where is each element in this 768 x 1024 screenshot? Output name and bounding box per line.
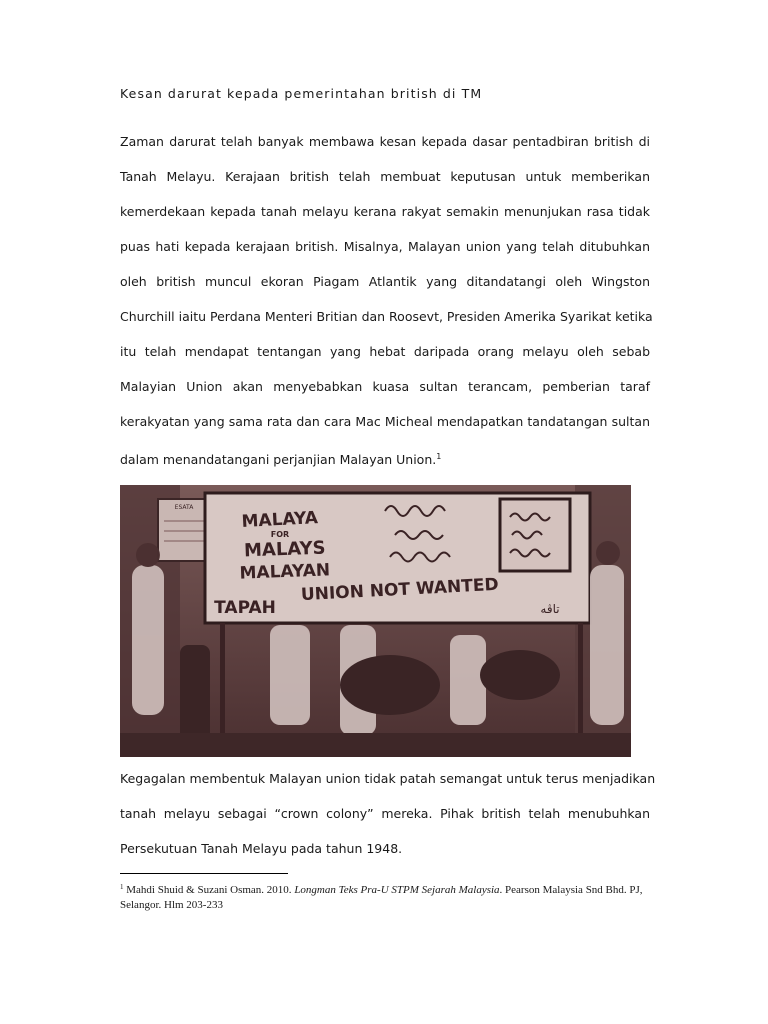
sign-small-label: ESATA (174, 504, 194, 511)
section-heading: Kesan darurat kepada pemerintahan british di TM (120, 86, 483, 101)
footnote-reference: 1 (436, 452, 442, 461)
paragraph-line: Kegagalan membentuk Malayan union tidak patah semangat untuk terus menjadikan (120, 771, 656, 786)
historical-photo (120, 485, 631, 757)
paragraph-line: itu telah mendapat tentangan yang hebat daripada orang melayu oleh sebab (120, 344, 650, 359)
footnote (120, 880, 660, 913)
banner-line: MALAYAN (239, 560, 331, 584)
footnote-divider (120, 873, 288, 874)
paragraph-line: kemerdekaan kepada tanah melayu kerana rakyat semakin menunjukan rasa tidak (120, 204, 650, 219)
paragraph-line: puas hati kepada kerajaan british. Misalnya, Malayan union yang telah ditubuhkan (120, 239, 650, 254)
footnote-number: 1 (120, 883, 124, 891)
paragraph-line-last (120, 449, 650, 468)
paragraph-line-last: Persekutuan Tanah Melayu pada tahun 1948. (120, 841, 403, 856)
banner-jawi-town: تاڤه (540, 602, 560, 616)
paragraph-line: kerakyatan yang sama rata dan cara Mac Micheal mendapatkan tandatangan sultan (120, 414, 650, 429)
banner-line: MALAYS (243, 537, 326, 562)
banner-town: TAPAH (214, 598, 276, 618)
paragraph-line: Zaman darurat telah banyak membawa kesan kepada dasar pentadbiran british di (120, 134, 650, 149)
banner-line: UNION NOT WANTED (300, 574, 500, 606)
paragraph-text: dalam menandatangani perjanjian Malayan Union. (120, 452, 437, 467)
footnote-book-title: Longman Teks Pra-U STPM Sejarah Malaysia (294, 884, 500, 896)
banner-line: MALAYA (241, 508, 319, 532)
paragraph-line: Tanah Melayu. Kerajaan british telah membuat keputusan untuk memberikan (120, 169, 650, 184)
paragraph-line: tanah melayu sebagai “crown colony” mereka. Pihak british telah menubuhkan (120, 806, 650, 821)
banner-line: FOR (270, 530, 290, 539)
paragraph-line: Churchill iaitu Perdana Menteri Britian dan Roosevt, Presiden Amerika Syarikat ketika (120, 309, 653, 324)
footnote-authors: Mahdi Shuid & Suzani Osman. 2010. (126, 884, 295, 896)
paragraph-line: Malayian Union akan menyebabkan kuasa sultan terancam, pemberian taraf (120, 379, 650, 394)
paragraph-line: oleh british muncul ekoran Piagam Atlantik yang ditandatangi oleh Wingston (120, 274, 650, 289)
footnote-publisher: . Pearson Malaysia Snd Bhd. PJ, Selangor. Hlm 203-233 (120, 884, 643, 911)
